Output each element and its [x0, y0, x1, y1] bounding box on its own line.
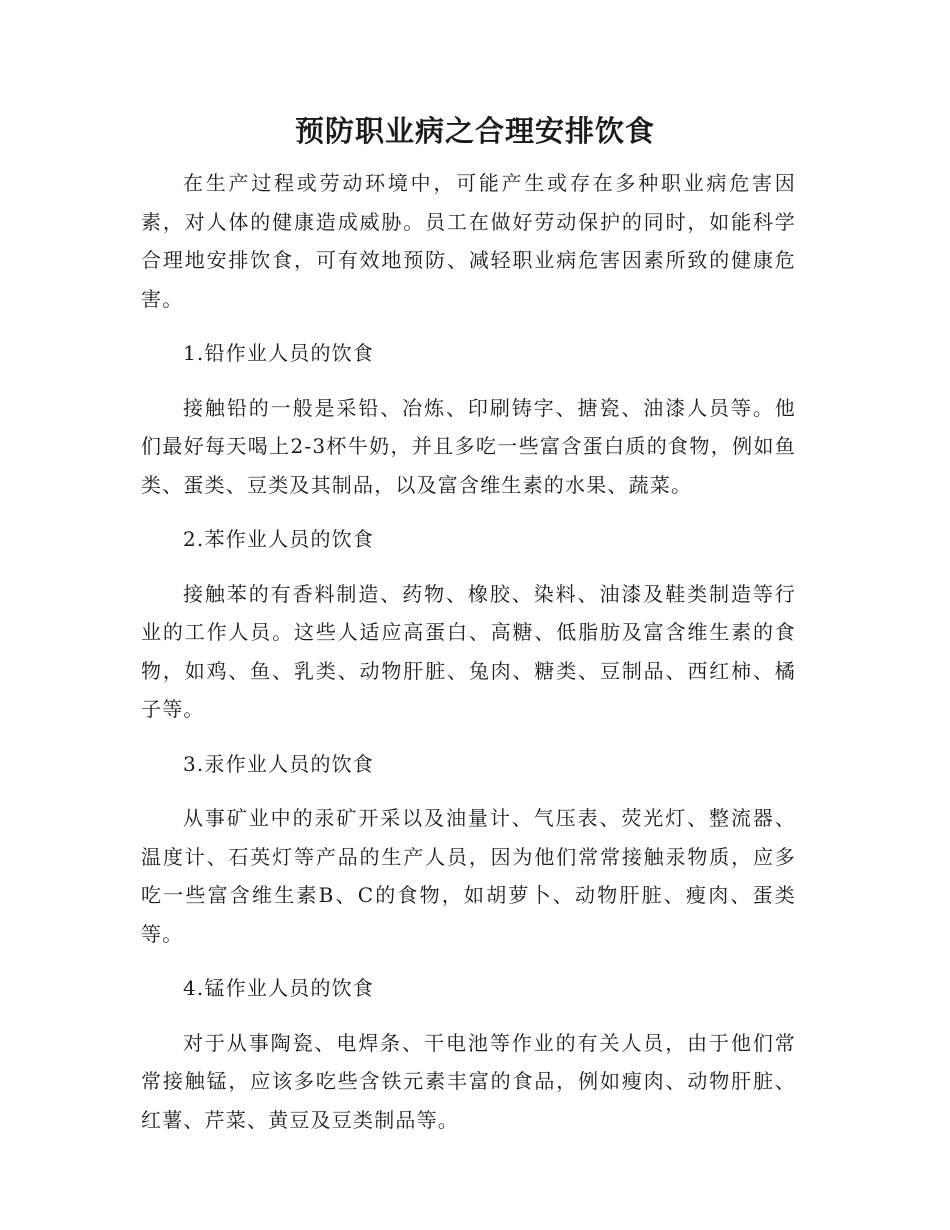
section-heading-mercury: 3.汞作业人员的饮食: [183, 751, 375, 776]
section-body-manganese: 对于从事陶瓷、电焊条、干电池等作业的有关人员，由于他们常常接触锰，应该多吃些含铁元素丰富的食品，例如瘦肉、动物肝脏、红薯、芹菜、黄豆及豆类制品等。: [141, 1030, 796, 1132]
section-heading-benzene: 2.苯作业人员的饮食: [183, 527, 375, 551]
section-heading-manganese: 4.锰作业人员的饮食: [183, 976, 375, 1000]
document-title: 预防职业病之合理安排饮食: [294, 114, 655, 148]
section-body-benzene: 接触苯的有香料制造、药物、橡胶、染料、油漆及鞋类制造等行业的工作人员。这些人适应高蛋白、高糖、低脂肪及富含维生素的食物，如鸡、鱼、乳类、动物肝脏、兔肉、糖类、豆制品、西红柿、橘子等。: [141, 581, 796, 721]
section-body-mercury: 从事矿业中的汞矿开采以及油量计、气压表、荧光灯、整流器、温度计、石英灯等产品的生产人员，因为他们常常接触汞物质，应多吃一些富含维生素B、C的食物，如胡萝卜、动物肝脏、瘦肉、蛋类等。: [141, 806, 796, 946]
section-body-lead: 接触铅的一般是采铅、冶炼、印刷铸字、搪瓷、油漆人员等。他们最好每天喝上2-3杯牛奶，并且多吃一些富含蛋白质的食物，例如鱼类、蛋类、豆类及其制品，以及富含维生素的水果、蔬菜。: [141, 395, 796, 497]
document-body: [141, 164, 796, 1139]
intro-paragraph: 在生产过程或劳动环境中，可能产生或存在多种职业病危害因素，对人体的健康造成威胁。员工在做好劳动保护的同时，如能科学合理地安排饮食，可有效地预防、减轻职业病危害因素所致的健康危害。: [141, 171, 796, 311]
section-heading-lead: 1.铅作业人员的饮食: [183, 341, 375, 365]
